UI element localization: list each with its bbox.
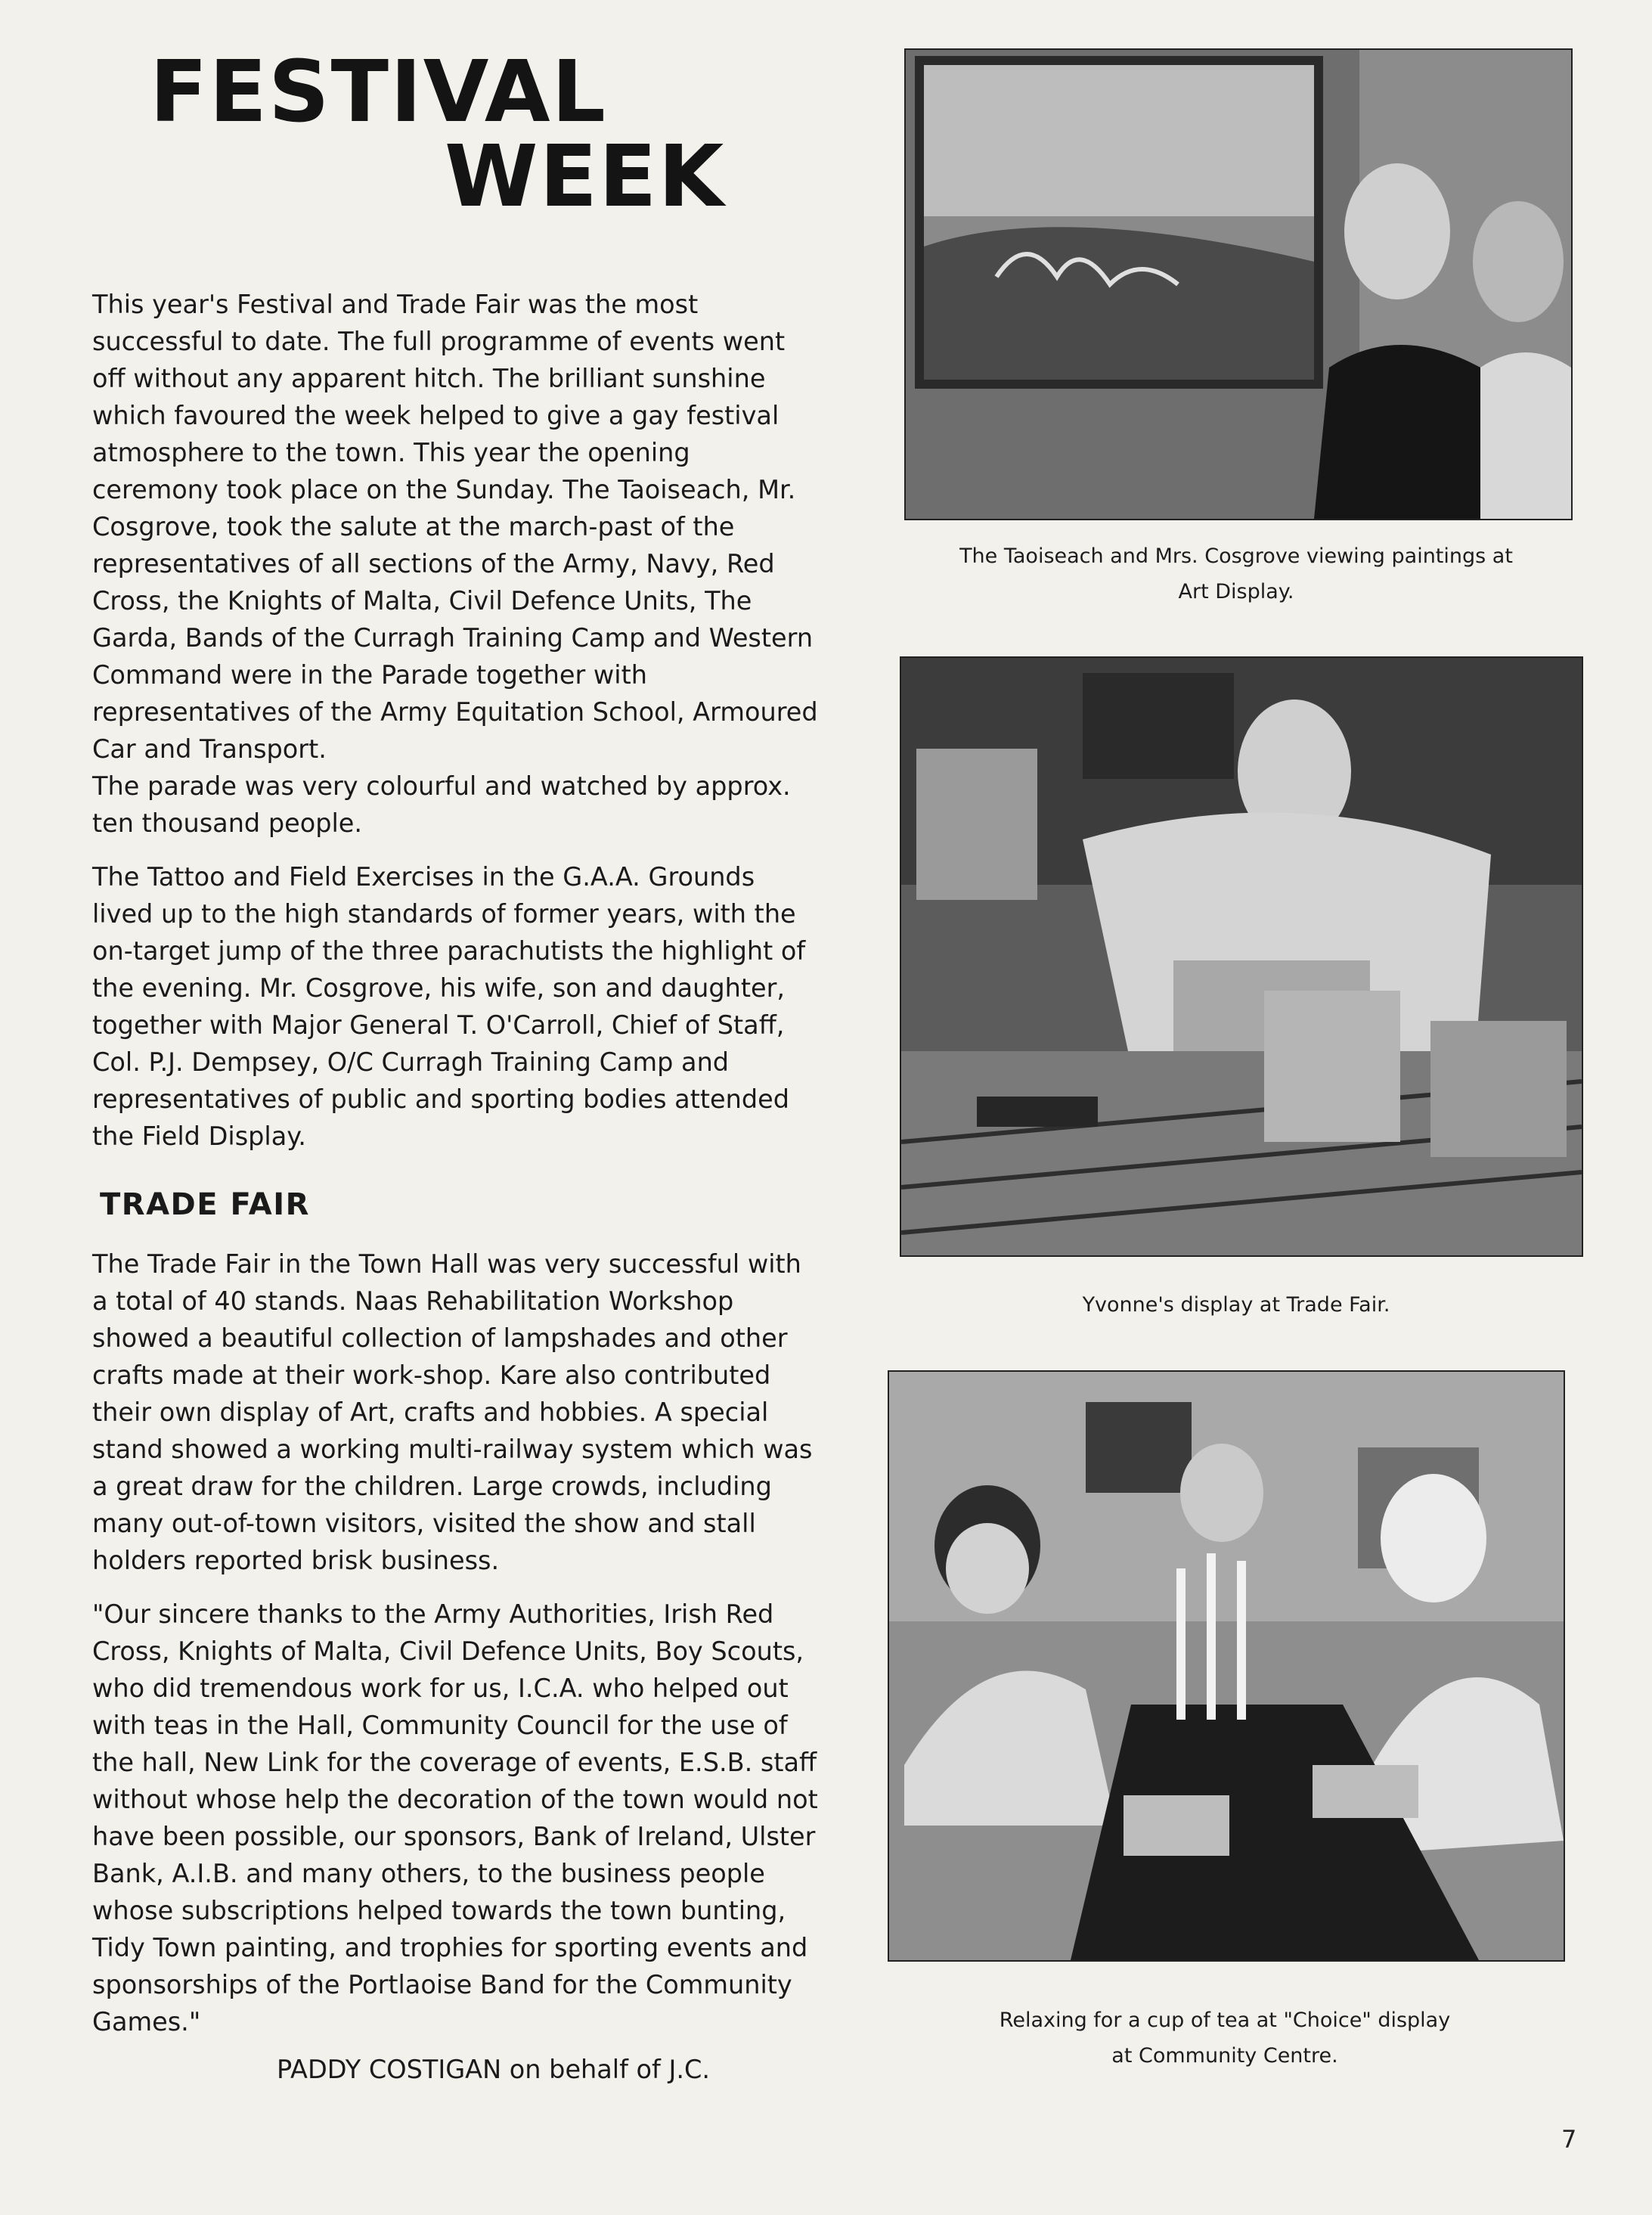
photo-art-display: [904, 48, 1573, 520]
paragraph-opening-ceremony: This year's Festival and Trade Fair was the most successful to date. The full programme of events went off without any apparent hitch. The brilliant sunshine which favoured the week helped to give a gay festival atmosphere to the town. This year the opening ceremony took place on the Sunday. The Taoiseach, Mr. Cosgrove, took the salute at the march-past of the representatives of all sections of the Army, Navy, Red Cross, the Knights of Malta, Civil Defence Units, The Garda, Bands of the Curragh Training Camp and Western Command were in the Parade together with representatives of the Army Equitation School, Armoured Car and Transport.: [92, 290, 818, 764]
article-title-line1: FESTIVAL: [150, 43, 607, 141]
paragraph-trade-fair: The Trade Fair in the Town Hall was very successful with a total of 40 stands. Naas Rehabilitation Workshop showed a beautiful collection of lampshades and other crafts made at their work-shop. Kare also contributed their own display of Art, crafts and hobbies. A special stand showed a working multi-railway system which was a great draw for the children. Large crowds, including many out-of-town visitors, visited the show and stall holders reported brisk business.: [92, 1249, 813, 1575]
caption-trade-fair-display: [892, 1287, 1580, 1323]
paragraph-thanks: "Our sincere thanks to the Army Authorities, Irish Red Cross, Knights of Malta, Civil Defence Units, Boy Scouts, who did tremendous work for us, I.C.A. who helped out with teas in the Hall, Community Council for the use of the hall, New Link for the coverage of events, E.S.B. staff without whose help the decoration of the town would not have been possible, our sponsors, Bank of Ireland, Ulster Bank, A.I.B. and many others, to the business people whose subscriptions helped towards the town bunting, Tidy Town painting, and trophies for sporting events and sponsorships of the Portlaoise Band for the Community Games.": [92, 1599, 818, 2037]
photo-choice-display: [888, 1370, 1565, 1962]
article-title-line2: WEEK: [445, 128, 726, 226]
signature-line: PADDY COSTIGAN on behalf of J.C.: [277, 2055, 711, 2084]
caption-trade-fair-line1: Yvonne's display at Trade Fair.: [1082, 1293, 1390, 1317]
caption-art-display-line2: Art Display.: [1178, 580, 1294, 603]
paragraph-parade: The parade was very colourful and watched by approx. ten thousand people.: [92, 771, 791, 838]
subheading-trade-fair: TRADE FAIR: [100, 1187, 310, 1222]
article-body: [92, 286, 822, 2057]
caption-art-display-line1: The Taoiseach and Mrs. Cosgrove viewing paintings at: [959, 544, 1513, 568]
caption-art-display: [892, 538, 1580, 610]
paragraph-tattoo: The Tattoo and Field Exercises in the G.A.A. Grounds lived up to the high standards of former years, with the on-target jump of the three parachutists the highlight of the evening. Mr. Cosgrove, his wife, son and daughter, together with Major General T. O'Carroll, Chief of Staff, Col. P.J. Dempsey, O/C Curragh Training Camp and representatives of public and sporting bodies attended the Field Display.: [92, 862, 806, 1151]
page-number: 7: [1561, 2125, 1577, 2154]
caption-choice-display: [869, 2002, 1580, 2074]
photo-trade-fair-display: [900, 656, 1583, 1257]
caption-choice-line2: at Community Centre.: [1111, 2044, 1338, 2068]
caption-choice-line1: Relaxing for a cup of tea at "Choice" display: [999, 2009, 1451, 2032]
